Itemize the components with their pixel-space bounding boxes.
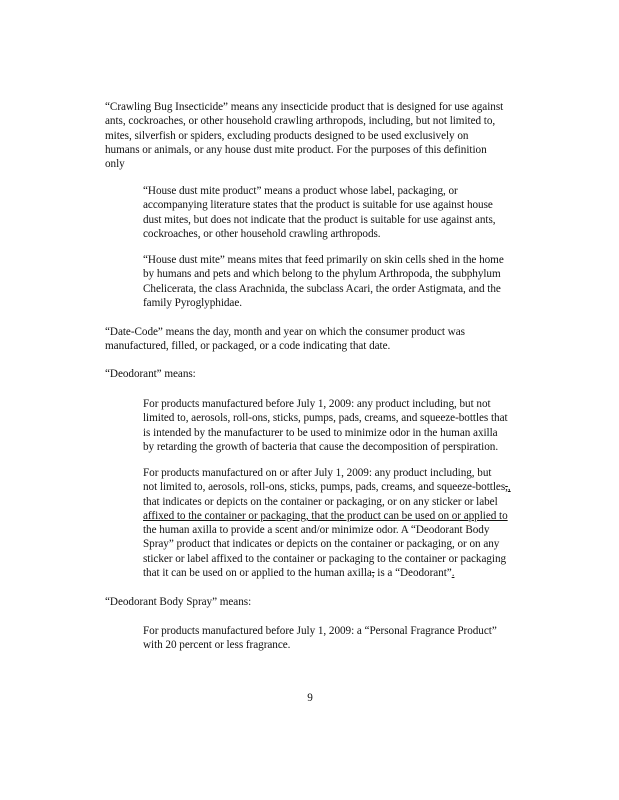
text-line: “House dust mite” means mites that feed primarily on skin cells shed in the home <box>143 254 504 266</box>
text-line: Chelicerata, the class Arachnida, the subclass Acari, the order Astigmata, and the <box>143 282 501 295</box>
page-number: 9 <box>307 692 313 704</box>
text-line: For products manufactured before July 1, 2009: a “Personal Fragrance Product” <box>143 625 497 637</box>
struck-text: , <box>505 481 508 494</box>
text-line: Spray” product that indicates or depicts on the container or packaging, or on any <box>143 538 500 551</box>
deodorant-after-2009 <box>143 466 545 580</box>
text-line <box>143 480 545 494</box>
text-line: manufactured, filled, or packaged, or a code indicating that date. <box>105 340 391 353</box>
text-line: “Date-Code” means the day, month and year on which the consumer product was <box>105 326 465 338</box>
struck-text: , <box>371 567 375 580</box>
text-line: is intended by the manufacturer to be used to minimize odor in the human axilla <box>143 426 498 439</box>
text-line: For products manufactured on or after July 1, 2009: any product including, but <box>143 467 492 479</box>
text-line: with 20 percent or less fragrance. <box>143 639 291 652</box>
text-line: by retarding the growth of bacteria that cause the decomposition of perspiration. <box>143 440 499 453</box>
text-line: dust mites, but does not indicate that the product is suitable for use against ants, <box>143 213 496 226</box>
line-text: is a “Deodorant” <box>374 567 452 580</box>
text-line: cockroaches, or other household crawling arthropods. <box>143 227 381 240</box>
text-line: ants, cockroaches, or other household crawling arthropods, including, but not limited to, <box>105 115 496 128</box>
text-line: only <box>105 158 125 171</box>
deodorant-before-2009 <box>143 397 545 454</box>
heading-text: “Deodorant Body Spray” means: <box>105 596 252 608</box>
definition-date-code <box>105 325 545 354</box>
deodorant-body-spray-before-2009 <box>143 624 545 653</box>
text-line: affixed to the container or packaging, that the product can be used on or applied to <box>143 509 508 522</box>
text-line: sticker or label affixed to the container or packaging to the container or packaging <box>143 552 507 565</box>
heading-text: “Deodorant” means: <box>105 368 196 380</box>
deodorant-body-spray-heading <box>105 595 545 609</box>
line-text: that it can be used on or applied to the human axilla <box>143 567 372 580</box>
definition-house-dust-mite <box>143 253 545 310</box>
text-line: the human axilla to provide a scent and/or minimize odor. A “Deodorant Body <box>143 524 490 537</box>
text-line: “House dust mite product” means a product whose label, packaging, or <box>143 185 458 197</box>
text-line: that indicates or depicts on the container or packaging, or on any sticker or label <box>143 495 498 508</box>
inserted-text: , <box>507 481 511 494</box>
text-line: accompanying literature states that the product is suitable for use against house <box>143 199 493 212</box>
text-line: by humans and pets and which belong to the phylum Arthropoda, the subphylum <box>143 268 501 281</box>
text-line: limited to, aerosols, roll-ons, sticks, pumps, pads, creams, and squeeze-bottles that <box>143 412 508 425</box>
text-line: For products manufactured before July 1, 2009: any product including, but not <box>143 398 491 410</box>
text-line: “Crawling Bug Insecticide” means any insecticide product that is designed for use against <box>105 101 504 113</box>
text-line <box>143 566 545 580</box>
definition-house-dust-mite-product <box>143 184 545 241</box>
text-line: mites, silverfish or spiders, excluding products designed to be used exclusively on <box>105 129 469 142</box>
line-text: not limited to, aerosols, roll-ons, sticks, pumps, pads, creams, and squeeze-bottles <box>143 481 506 494</box>
deodorant-heading <box>105 367 545 381</box>
text-line: family Pyroglyphidae. <box>143 296 242 309</box>
text-line: humans or animals, or any house dust mite product. For the purposes of this definition <box>105 143 487 156</box>
inserted-text: . <box>451 567 455 580</box>
definition-crawling-bug-insecticide <box>105 100 545 171</box>
